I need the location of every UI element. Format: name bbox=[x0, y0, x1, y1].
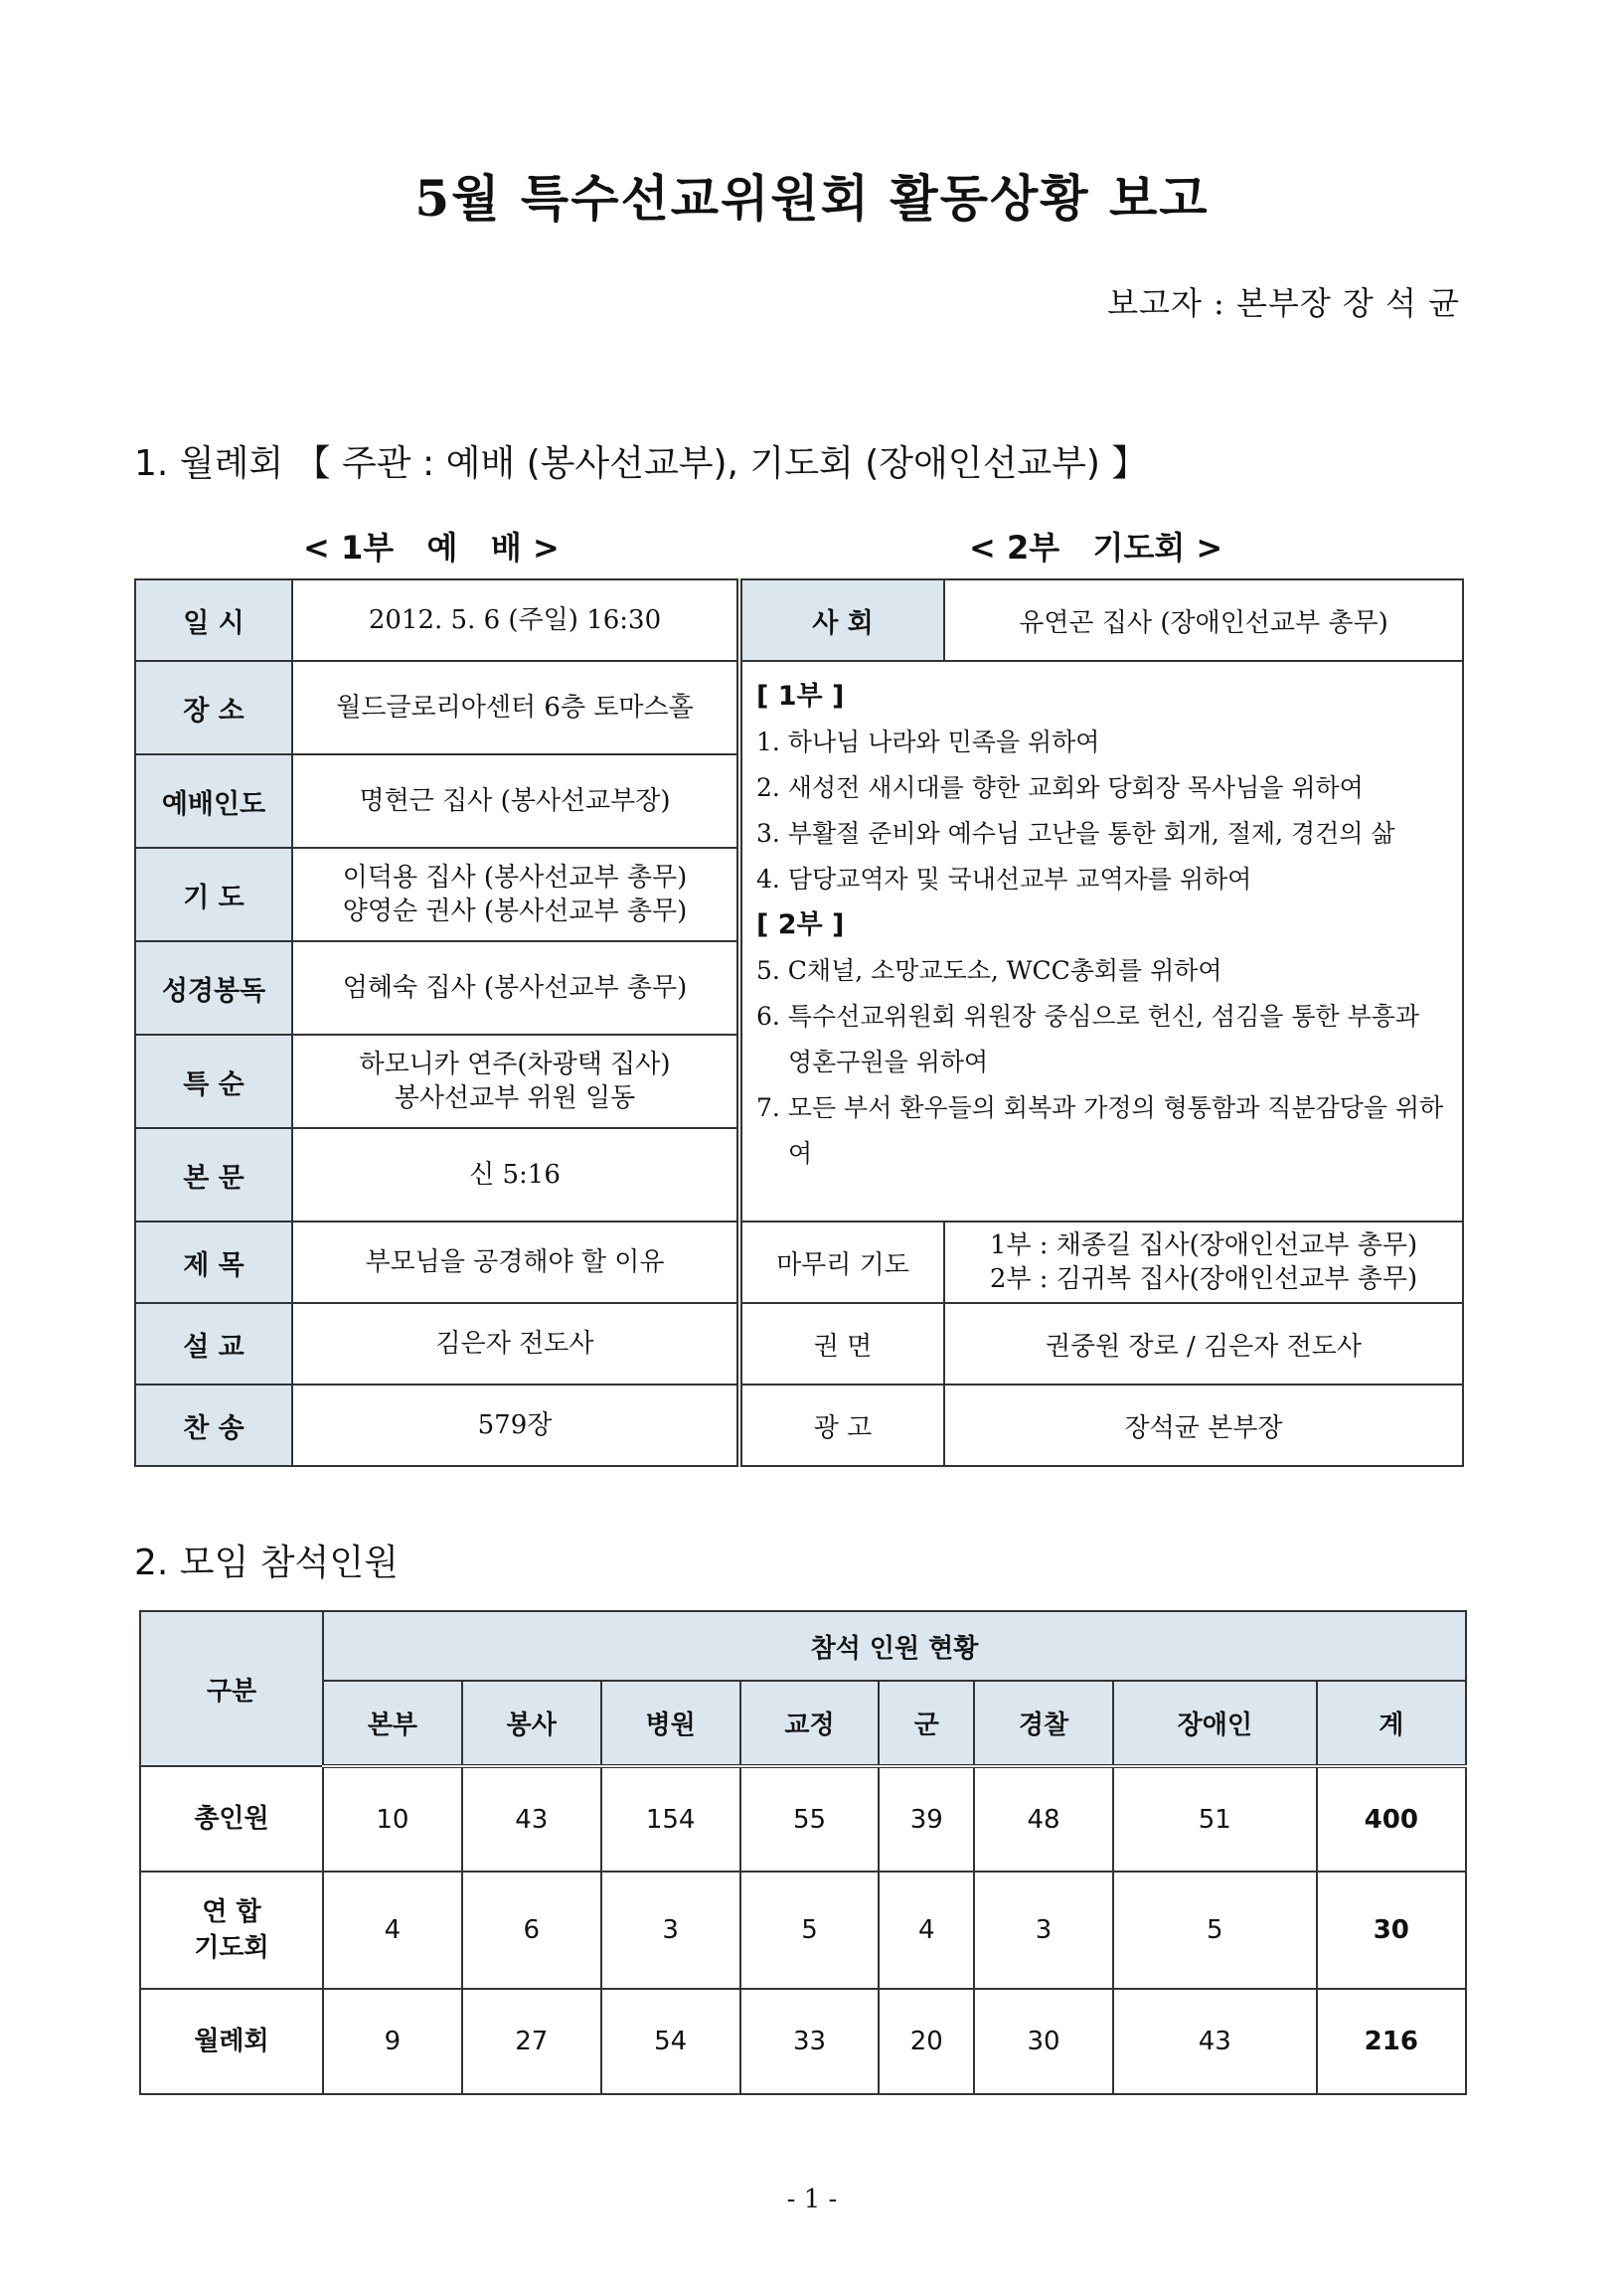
table-cell: 54 bbox=[601, 1989, 740, 2094]
column-header: 병원 bbox=[601, 1681, 740, 1766]
attendance-table bbox=[139, 1610, 1467, 2095]
worship-value: 엄혜숙 집사 (봉사선교부 총무) bbox=[292, 941, 737, 1035]
prayer-host-row bbox=[741, 579, 1463, 661]
prayer-exhort-row bbox=[741, 1303, 1463, 1385]
worship-value: 부모님을 공경해야 할 이유 bbox=[292, 1222, 737, 1303]
worship-table bbox=[134, 578, 738, 1467]
table-cell: 55 bbox=[740, 1766, 880, 1872]
worship-row bbox=[135, 941, 737, 1035]
prayer-table bbox=[740, 578, 1464, 1467]
prayer-item: 4. 담당교역자 및 국내선교부 교역자를 위하여 bbox=[756, 865, 1252, 894]
table-row bbox=[140, 1766, 1466, 1872]
table-cell-total: 400 bbox=[1317, 1766, 1466, 1872]
worship-value: 명현근 집사 (봉사선교부장) bbox=[292, 754, 737, 848]
part1-label: < 1부 예 배 > bbox=[303, 529, 560, 567]
worship-row bbox=[135, 1128, 737, 1222]
prayer-part1-head: [ 1부 ] bbox=[756, 681, 845, 712]
section2-heading: 2. 모임 참석인원 bbox=[134, 1543, 399, 1583]
column-header: 계 bbox=[1317, 1681, 1466, 1766]
attendance-header-row bbox=[140, 1611, 1466, 1681]
table-cell-total: 30 bbox=[1317, 1872, 1466, 1989]
worship-label: 장 소 bbox=[135, 661, 292, 754]
value-line: 봉사선교부 위원 일동 bbox=[394, 1083, 636, 1113]
prayer-item: 5. C채널, 소망교도소, WCC총회를 위하여 bbox=[756, 956, 1222, 985]
table-cell: 30 bbox=[974, 1989, 1113, 2094]
notice-value: 장석균 본부장 bbox=[944, 1385, 1463, 1466]
column-header: 장애인 bbox=[1113, 1681, 1317, 1766]
prayer-topics bbox=[741, 661, 1463, 1222]
worship-row bbox=[135, 1222, 737, 1303]
closing-value bbox=[944, 1222, 1463, 1303]
prayer-item: 1. 하나님 나라와 민족을 위하여 bbox=[756, 728, 1100, 756]
column-header: 경찰 bbox=[974, 1681, 1113, 1766]
table-cell: 48 bbox=[974, 1766, 1113, 1872]
table-row bbox=[140, 1872, 1466, 1989]
worship-value: 김은자 전도사 bbox=[292, 1303, 737, 1385]
table-cell: 10 bbox=[323, 1766, 462, 1872]
worship-label: 특 순 bbox=[135, 1035, 292, 1128]
table-cell: 5 bbox=[1113, 1872, 1317, 1989]
worship-row bbox=[135, 1385, 737, 1466]
table-cell: 5 bbox=[740, 1872, 880, 1989]
table-cell: 43 bbox=[462, 1766, 601, 1872]
table-cell: 154 bbox=[601, 1766, 740, 1872]
table-cell: 39 bbox=[879, 1766, 974, 1872]
document-title: 5월 특수선교위원회 활동상황 보고 bbox=[414, 169, 1210, 228]
closing-label: 마무리 기도 bbox=[741, 1222, 944, 1303]
host-value: 유연곤 집사 (장애인선교부 총무) bbox=[944, 579, 1463, 661]
worship-value: 579장 bbox=[292, 1385, 737, 1466]
exhort-value: 권중원 장로 / 김은자 전도사 bbox=[944, 1303, 1463, 1385]
worship-label: 기 도 bbox=[135, 848, 292, 941]
notice-label: 광 고 bbox=[741, 1385, 944, 1466]
worship-row bbox=[135, 754, 737, 848]
prayer-closing-row bbox=[741, 1222, 1463, 1303]
value-line: 이덕용 집사 (봉사선교부 총무) bbox=[342, 863, 688, 893]
worship-label: 일 시 bbox=[135, 579, 292, 661]
host-label: 사 회 bbox=[741, 579, 944, 661]
table-cell: 3 bbox=[974, 1872, 1113, 1989]
part2-label: < 2부 기도회 > bbox=[969, 529, 1223, 567]
worship-row bbox=[135, 579, 737, 661]
value-line: 하모니카 연주(차광택 집사) bbox=[359, 1050, 671, 1079]
worship-label: 설 교 bbox=[135, 1303, 292, 1385]
worship-value-multiline bbox=[292, 848, 737, 941]
column-header: 군 bbox=[879, 1681, 974, 1766]
table-cell: 43 bbox=[1113, 1989, 1317, 2094]
row-label bbox=[140, 1872, 323, 1989]
prayer-item: 2. 새성전 새시대를 향한 교회와 당회장 목사님을 위하여 bbox=[756, 773, 1364, 802]
corner-label: 구분 bbox=[140, 1611, 323, 1766]
row-label: 월례회 bbox=[140, 1989, 323, 2094]
table-cell: 9 bbox=[323, 1989, 462, 2094]
worship-row bbox=[135, 848, 737, 941]
worship-value: 2012. 5. 6 (주일) 16:30 bbox=[292, 579, 737, 661]
row-label-line: 기도회 bbox=[194, 1933, 269, 1963]
column-header: 본부 bbox=[323, 1681, 462, 1766]
prayer-notice-row bbox=[741, 1385, 1463, 1466]
table-cell: 51 bbox=[1113, 1766, 1317, 1872]
attendance-column-row bbox=[140, 1681, 1466, 1766]
worship-row bbox=[135, 1303, 737, 1385]
closing-line: 2부 : 김귀복 집사(장애인선교부 총무) bbox=[989, 1264, 1418, 1294]
row-label-line: 연 합 bbox=[202, 1897, 261, 1927]
section1-heading: 1. 월례회 【 주관 : 예배 (봉사선교부), 기도회 (장애인선교부) 】 bbox=[134, 443, 1148, 484]
table-cell-total: 216 bbox=[1317, 1989, 1466, 2094]
group-header: 참석 인원 현황 bbox=[323, 1611, 1466, 1681]
reporter-line: 보고자 : 본부장 장 석 균 bbox=[1107, 284, 1460, 322]
table-cell: 6 bbox=[462, 1872, 601, 1989]
page-number: - 1 - bbox=[786, 2185, 838, 2214]
worship-row bbox=[135, 661, 737, 754]
worship-label: 제 목 bbox=[135, 1222, 292, 1303]
prayer-item: 6. 특수선교위원회 위원장 중심으로 헌신, 섬김을 통한 부흥과 영혼구원을 위하여 bbox=[756, 1002, 1420, 1076]
prayer-topics-row bbox=[741, 661, 1463, 1222]
column-header: 봉사 bbox=[462, 1681, 601, 1766]
prayer-item: 7. 모든 부서 환우들의 회복과 가정의 형통함과 직분감당을 위하여 bbox=[756, 1093, 1444, 1168]
table-cell: 20 bbox=[879, 1989, 974, 2094]
worship-label: 찬 송 bbox=[135, 1385, 292, 1466]
worship-value-multiline bbox=[292, 1035, 737, 1128]
value-line: 양영순 권사 (봉사선교부 총무) bbox=[342, 896, 688, 926]
prayer-item: 3. 부활절 준비와 예수님 고난을 통한 회개, 절제, 경건의 삶 bbox=[756, 819, 1395, 848]
row-label: 총인원 bbox=[140, 1766, 323, 1872]
exhort-label: 권 면 bbox=[741, 1303, 944, 1385]
closing-line: 1부 : 채종길 집사(장애인선교부 총무) bbox=[989, 1230, 1418, 1260]
table-cell: 4 bbox=[323, 1872, 462, 1989]
table-row bbox=[140, 1989, 1466, 2094]
table-cell: 4 bbox=[879, 1872, 974, 1989]
table-cell: 27 bbox=[462, 1989, 601, 2094]
worship-value: 신 5:16 bbox=[292, 1128, 737, 1222]
prayer-part2-head: [ 2부 ] bbox=[756, 909, 845, 940]
worship-label: 예배인도 bbox=[135, 754, 292, 848]
worship-label: 성경봉독 bbox=[135, 941, 292, 1035]
worship-row bbox=[135, 1035, 737, 1128]
worship-label: 본 문 bbox=[135, 1128, 292, 1222]
worship-value: 월드글로리아센터 6층 토마스홀 bbox=[292, 661, 737, 754]
column-header: 교정 bbox=[740, 1681, 880, 1766]
table-cell: 33 bbox=[740, 1989, 880, 2094]
table-cell: 3 bbox=[601, 1872, 740, 1989]
